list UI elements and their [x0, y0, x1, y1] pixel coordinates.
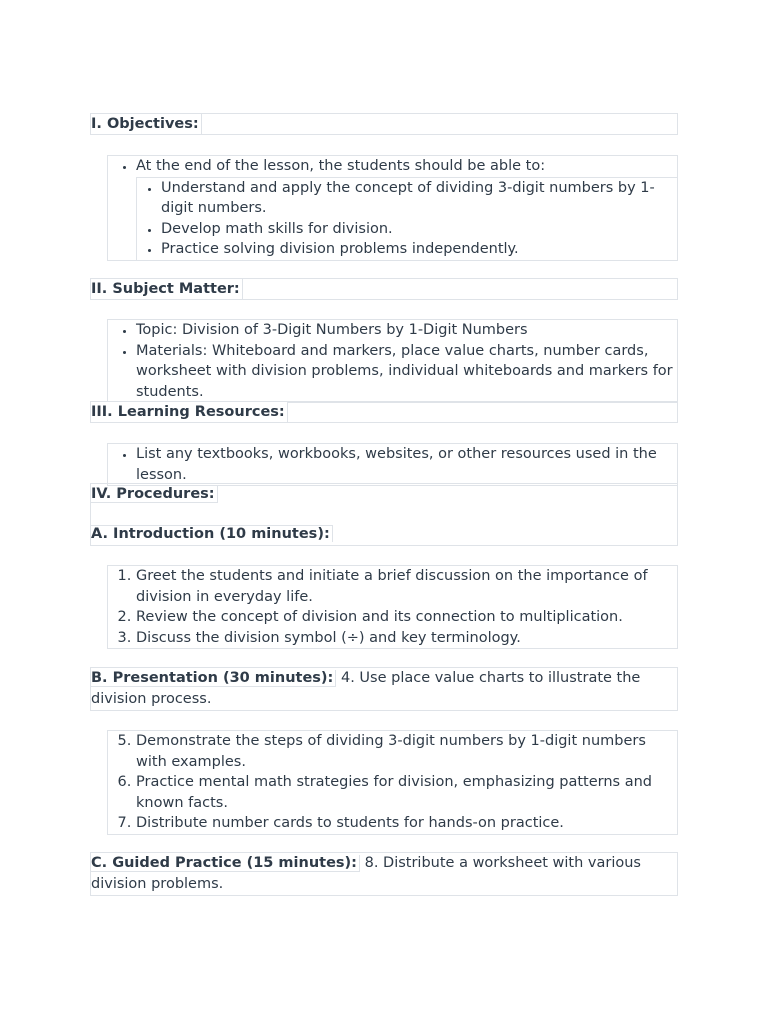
list-item: • List any textbooks, workbooks, websites, or other resources used in the lesson.: [136, 444, 677, 485]
list-item: 6. Practice mental math strategies for division, emphasizing patterns and known facts.: [136, 772, 677, 813]
guided-practice-block: [90, 852, 678, 896]
presentation-inline-text: 4. Use place value charts to illustrate the division process.: [91, 670, 641, 707]
list-item: • Topic: Division of 3-Digit Numbers by 1-Digit Numbers: [136, 320, 677, 341]
presentation-heading: B. Presentation (30 minutes):: [91, 670, 336, 687]
procedures-heading-block: [90, 483, 678, 546]
introduction-list: [107, 565, 678, 649]
objectives-heading: I. Objectives:: [91, 114, 202, 134]
list-item: 7. Distribute number cards to students for hands-on practice.: [136, 813, 677, 834]
list-item: • Understand and apply the concept of dividing 3-digit numbers by 1-digit numbers.: [161, 178, 677, 219]
presentation-list: [107, 730, 678, 835]
subject-matter-heading: II. Subject Matter:: [91, 279, 243, 299]
subject-matter-list: [107, 319, 678, 403]
learning-resources-list: [107, 443, 678, 486]
list-item: 5. Demonstrate the steps of dividing 3-digit numbers by 1-digit numbers with examples.: [136, 731, 677, 772]
objectives-list: [107, 155, 678, 261]
objectives-heading-block: [90, 113, 678, 135]
objectives-intro: At the end of the lesson, the students should be able to:: [136, 158, 546, 174]
objectives-sublist: [136, 177, 677, 260]
presentation-block: [90, 667, 678, 711]
subject-matter-heading-block: [90, 278, 678, 300]
list-item: [136, 156, 677, 260]
list-item: 3. Discuss the division symbol (÷) and key terminology.: [136, 628, 677, 649]
learning-resources-heading-block: [90, 401, 678, 423]
learning-resources-heading: III. Learning Resources:: [91, 402, 288, 422]
list-item: • Materials: Whiteboard and markers, place value charts, number cards, worksheet with division problems, individual whiteboards and markers for students.: [136, 341, 677, 403]
list-item: 1. Greet the students and initiate a brief discussion on the importance of division in everyday life.: [136, 566, 677, 607]
list-item: • Develop math skills for division.: [161, 219, 677, 240]
list-item: • Practice solving division problems independently.: [161, 239, 677, 260]
guided-practice-heading: C. Guided Practice (15 minutes):: [91, 855, 360, 872]
introduction-heading: A. Introduction (10 minutes):: [91, 525, 333, 542]
guided-practice-inline-text: 8. Distribute a worksheet with various division problems.: [91, 855, 641, 892]
list-item: 2. Review the concept of division and its connection to multiplication.: [136, 607, 677, 628]
procedures-heading: IV. Procedures:: [91, 486, 218, 503]
